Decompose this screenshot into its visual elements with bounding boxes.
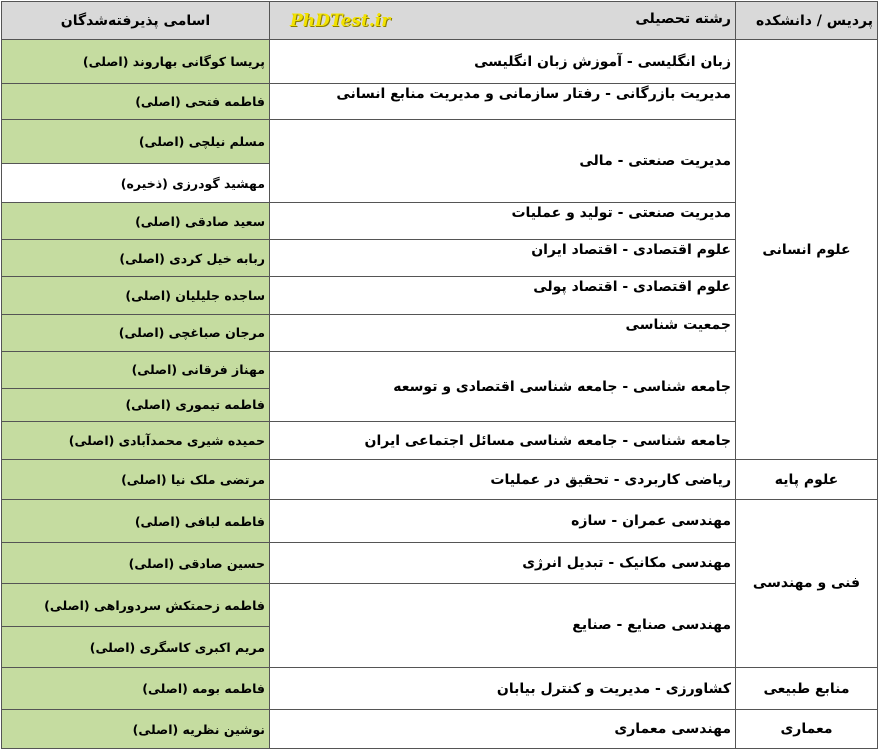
name-cell: ربابه خیل کردی (اصلی)	[2, 239, 270, 276]
name-cell: حسین صادقی (اصلی)	[2, 543, 270, 583]
name-cell: فاطمه زحمتکش سردوراهی (اصلی)	[2, 583, 270, 627]
major-cell: مهندسی معماری	[270, 710, 736, 749]
name-cell: فاطمه بومه (اصلی)	[2, 667, 270, 710]
header-major-label: رشته تحصیلی	[635, 10, 731, 27]
faculty-cell: معماری	[736, 710, 878, 749]
phdtest-logo: PhDTest.ir	[290, 10, 391, 31]
name-cell: حمیده شیری محمدآبادی (اصلی)	[2, 421, 270, 459]
major-cell: ریاضی کاربردی - تحقیق در عملیات	[270, 460, 736, 499]
faculty-cell: علوم انسانی	[736, 40, 878, 460]
name-cell-reserve: مهشید گودرزی (ذخیره)	[2, 163, 270, 202]
name-cell: مریم اکبری کاسگری (اصلی)	[2, 627, 270, 667]
major-cell: علوم اقتصادی - اقتصاد پولی	[270, 277, 736, 314]
major-cell: زبان انگلیسی - آموزش زبان انگلیسی	[270, 40, 736, 84]
major-cell: علوم اقتصادی - اقتصاد ایران	[270, 239, 736, 276]
header-row	[2, 2, 878, 40]
major-cell: مدیریت بازرگانی - رفتار سازمانی و مدیریت منابع انسانی	[270, 83, 736, 119]
major-cell: جامعه شناسی - جامعه شناسی مسائل اجتماعی ایران	[270, 421, 736, 459]
major-cell: کشاورزی - مدیریت و کنترل بیابان	[270, 667, 736, 710]
name-cell: سعید صادقی (اصلی)	[2, 203, 270, 239]
name-cell: مسلم نیلچی (اصلی)	[2, 120, 270, 164]
major-cell: مهندسی صنایع - صنایع	[270, 583, 736, 667]
table-row	[2, 667, 878, 710]
table-row	[2, 460, 878, 499]
name-cell: مهناز فرقانی (اصلی)	[2, 352, 270, 388]
name-cell: فاطمه لبافی (اصلی)	[2, 499, 270, 543]
admissions-table	[1, 1, 878, 749]
header-names: اسامی پذیرفته‌شدگان	[2, 2, 270, 40]
name-cell: ساجده جلیلیان (اصلی)	[2, 277, 270, 314]
table-row	[2, 710, 878, 749]
name-cell: مرتضی ملک نیا (اصلی)	[2, 460, 270, 499]
faculty-cell: منابع طبیعی	[736, 667, 878, 710]
name-cell: نوشین نظریه (اصلی)	[2, 710, 270, 749]
name-cell: فاطمه تیموری (اصلی)	[2, 388, 270, 421]
faculty-cell: فنی و مهندسی	[736, 499, 878, 667]
header-major	[270, 2, 736, 40]
header-faculty: پردیس / دانشکده	[736, 2, 878, 40]
major-cell: جمعیت شناسی	[270, 314, 736, 351]
major-cell: مدیریت صنعتی - مالی	[270, 120, 736, 203]
major-cell: مهندسی عمران - سازه	[270, 499, 736, 543]
name-cell: فاطمه فتحی (اصلی)	[2, 83, 270, 119]
major-cell: مهندسی مکانیک - تبدیل انرژی	[270, 543, 736, 583]
name-cell: پریسا کوگانی بهاروند (اصلی)	[2, 40, 270, 84]
faculty-cell: علوم پایه	[736, 460, 878, 499]
major-cell: مدیریت صنعتی - تولید و عملیات	[270, 203, 736, 239]
table-row	[2, 40, 878, 84]
name-cell: مرجان صباغچی (اصلی)	[2, 314, 270, 351]
table-row	[2, 499, 878, 543]
major-cell: جامعه شناسی - جامعه شناسی اقتصادی و توسعه	[270, 352, 736, 422]
